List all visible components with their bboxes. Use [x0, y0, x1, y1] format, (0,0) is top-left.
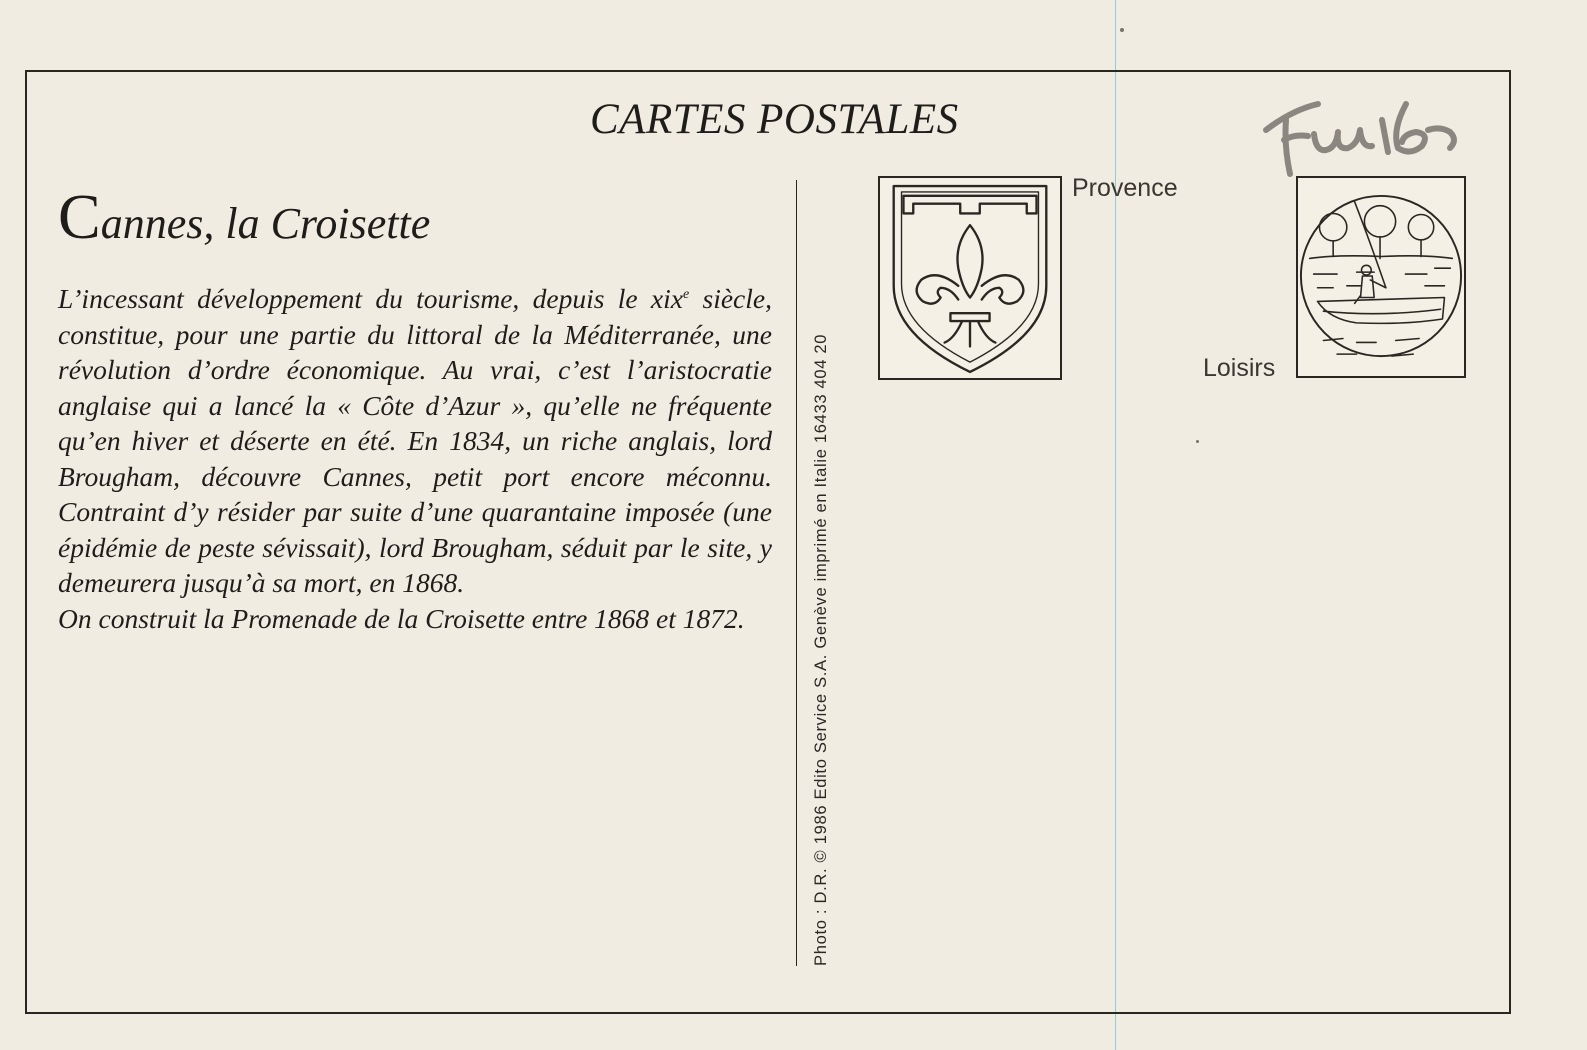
paragraph-1-start: L’incessant développement du tourisme, depuis le xix [58, 283, 683, 315]
photo-credit: Photo : D.R. © 1986 Edito Service S.A. Genève imprimé en Italie 16433 404 20 [812, 333, 830, 966]
pencil-handwritten-mark-icon [1262, 90, 1472, 182]
credit-divider [796, 180, 797, 966]
fisherman-boat-icon [1296, 176, 1466, 378]
paragraph-1-rest: siècle, constitue, pour une partie du littoral de la Méditerranée, une révolution d’ordre économique. Au vrai, c’est l’aristocratie anglaise qui a lancé la « Côte d’Azur », qu’elle ne fréquente qu’en hiver et déserte en été. En 1834, un riche anglais, lord Brougham, découvre Cannes, petit port encore méconnu. Contraint d’y résider par suite d’une quarantaine imposée (une épidémie de peste sévissait), lord Brougham, séduit par le site, y demeurera jusqu’à sa mort, en 1868. [58, 283, 772, 599]
fleur-de-lis-shield-icon [878, 176, 1062, 380]
description-paragraph-1 [58, 277, 772, 601]
paper-speck [1196, 440, 1199, 443]
title-rest: annes, la Croisette [100, 199, 431, 248]
title-initial: C [58, 181, 101, 252]
paper-speck [1120, 28, 1124, 32]
description-paragraph-2: On construit la Promenade de la Croisette entre 1868 et 1872. [58, 602, 745, 634]
card-title [58, 180, 430, 254]
loisirs-label: Loisirs [1203, 354, 1276, 382]
provence-label: Provence [1072, 174, 1178, 202]
description-text [58, 277, 772, 636]
cartes-postales-heading: CARTES POSTALES [590, 96, 959, 143]
century-superscript: e [682, 287, 690, 302]
